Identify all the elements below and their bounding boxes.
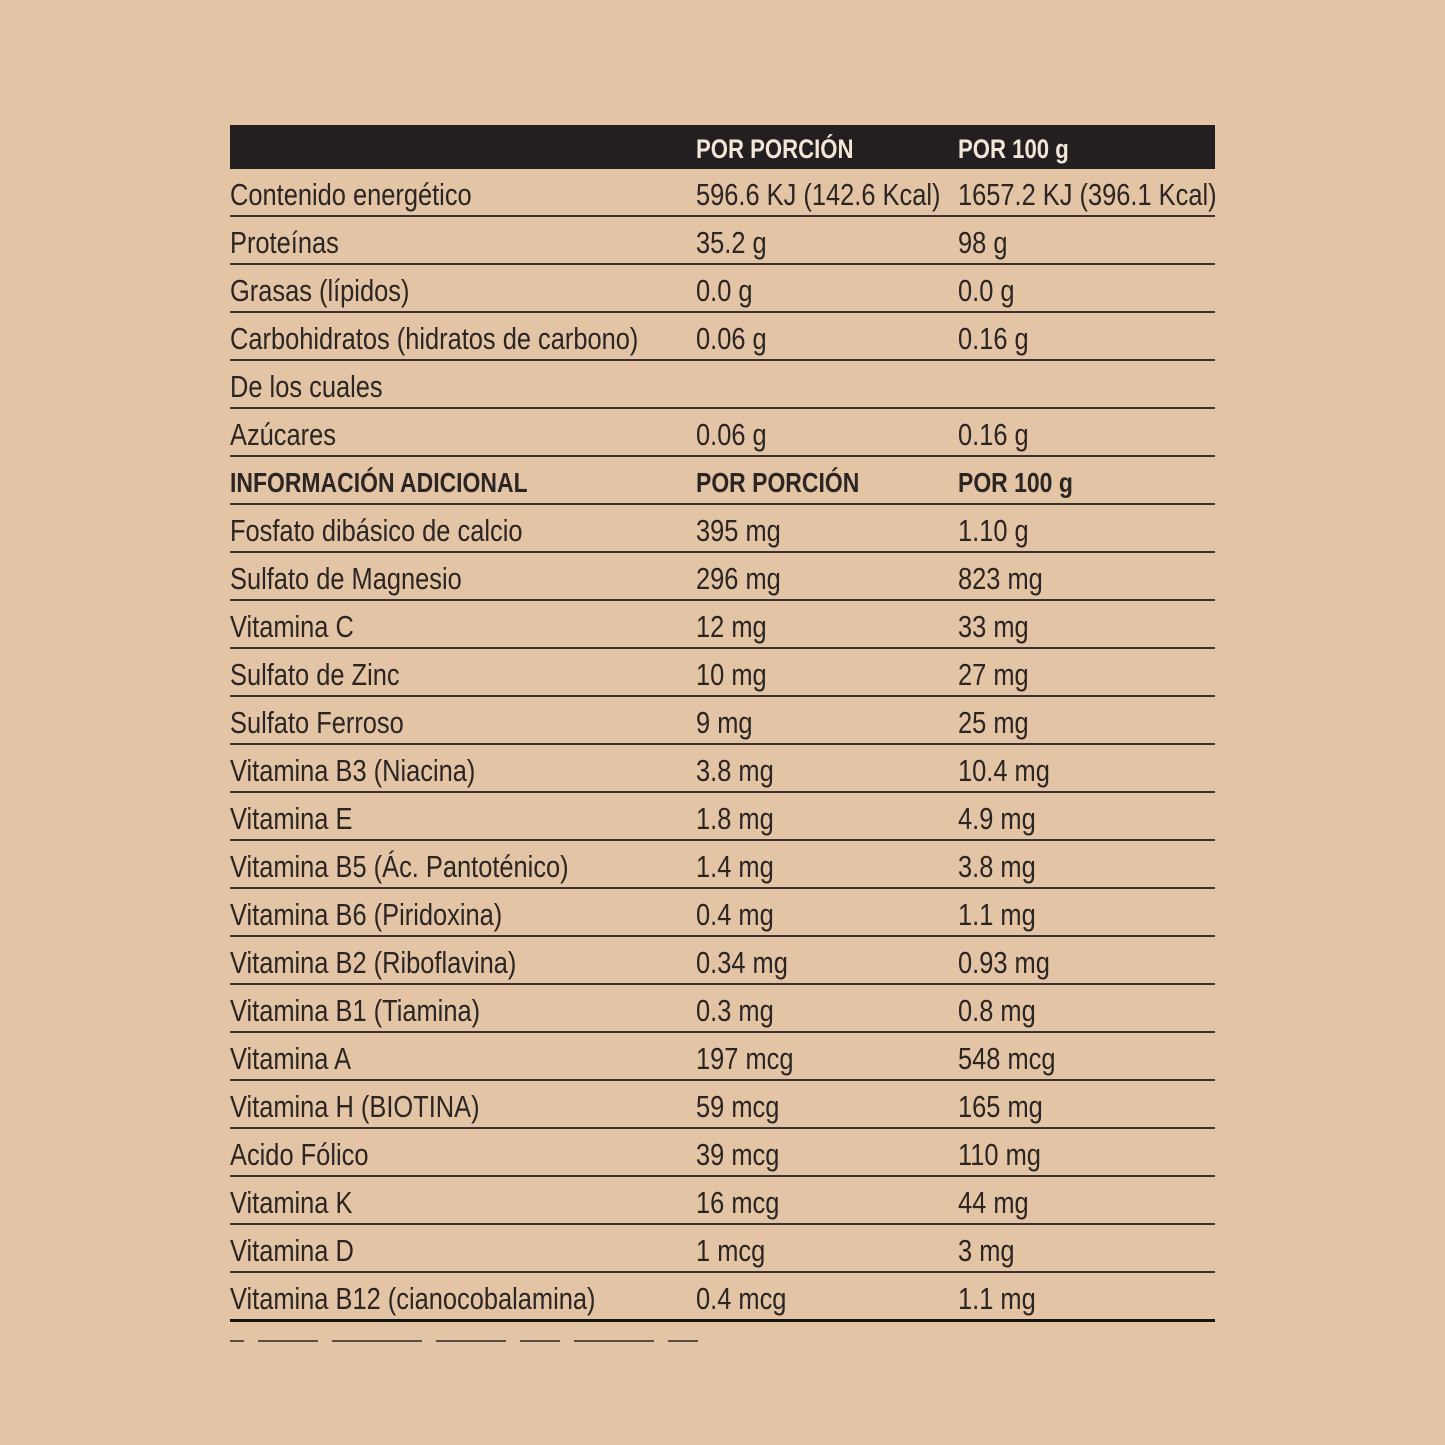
per-100g-value: 1657.2 KJ (396.1 Kcal) [958, 177, 1217, 212]
per-100g-value: 1.1 mg [958, 897, 1036, 932]
per-serving-value: 3.8 mg [696, 753, 774, 788]
nutrient-name: Sulfato Ferroso [230, 705, 404, 740]
per-100g-value: 44 mg [958, 1185, 1029, 1220]
per-100g-value: 1.10 g [958, 513, 1029, 548]
nutrient-name: Vitamina E [230, 801, 353, 836]
table-row [230, 889, 1215, 937]
per-100g-value: POR 100 g [958, 467, 1073, 498]
nutrient-name: Vitamina H (BIOTINA) [230, 1089, 480, 1124]
per-100g-value: 4.9 mg [958, 801, 1036, 836]
per-100g-value: 823 mg [958, 561, 1043, 596]
nutrient-name: Vitamina B2 (Riboflavina) [230, 945, 517, 980]
table-row [230, 1225, 1215, 1273]
table-row [230, 649, 1215, 697]
nutrient-name: Contenido energético [230, 177, 472, 212]
table-row [230, 409, 1215, 457]
nutrient-name: Proteínas [230, 225, 339, 260]
table-row [230, 265, 1215, 313]
per-serving-value: 9 mg [696, 705, 753, 740]
per-serving-value: 395 mg [696, 513, 781, 548]
table-row [230, 361, 1215, 409]
nutrient-name: Vitamina C [230, 609, 354, 644]
per-100g-value: 0.16 g [958, 321, 1029, 356]
per-100g-value: 1.1 mg [958, 1281, 1036, 1316]
per-100g-value: 25 mg [958, 705, 1029, 740]
footnote-fragment [230, 1340, 720, 1344]
header-per-serving: POR PORCIÓN [696, 134, 854, 164]
table-row [230, 841, 1215, 889]
table-row [230, 1129, 1215, 1177]
nutrient-name: Grasas (lípidos) [230, 273, 410, 308]
per-100g-value: 33 mg [958, 609, 1029, 644]
nutrient-name: INFORMACIÓN ADICIONAL [230, 467, 528, 498]
section-header-row [230, 457, 1215, 505]
per-100g-value: 110 mg [958, 1137, 1041, 1172]
per-serving-value: 1.4 mg [696, 849, 774, 884]
nutrient-name: De los cuales [230, 369, 383, 404]
nutrient-name: Azúcares [230, 417, 336, 452]
per-serving-value: 10 mg [696, 657, 767, 692]
nutrient-name: Carbohidratos (hidratos de carbono) [230, 321, 639, 356]
per-serving-value: 59 mcg [696, 1089, 780, 1124]
table-body [230, 169, 1215, 1322]
nutrient-name: Vitamina K [230, 1185, 353, 1220]
per-100g-value: 98 g [958, 225, 1008, 260]
per-100g-value: 27 mg [958, 657, 1029, 692]
nutrient-name: Vitamina B12 (cianocobalamina) [230, 1281, 596, 1316]
table-row [230, 793, 1215, 841]
table-row [230, 169, 1215, 217]
per-serving-value: 0.3 mg [696, 993, 774, 1028]
per-serving-value: 16 mcg [696, 1185, 780, 1220]
per-serving-value: 296 mg [696, 561, 781, 596]
per-serving-value: 0.34 mg [696, 945, 788, 980]
table-row [230, 553, 1215, 601]
header-per-100g: POR 100 g [958, 134, 1069, 164]
nutrient-name: Sulfato de Zinc [230, 657, 400, 692]
per-100g-value: 0.93 mg [958, 945, 1050, 980]
table-row [230, 985, 1215, 1033]
per-100g-value: 0.8 mg [958, 993, 1036, 1028]
nutrient-name: Vitamina A [230, 1041, 352, 1076]
table-row [230, 745, 1215, 793]
per-serving-value: 39 mcg [696, 1137, 780, 1172]
nutrient-name: Acido Fólico [230, 1137, 369, 1172]
per-serving-value: 0.06 g [696, 321, 767, 356]
per-serving-value: 0.4 mg [696, 897, 774, 932]
per-serving-value: 596.6 KJ (142.6 Kcal) [696, 177, 941, 212]
table-row [230, 937, 1215, 985]
per-serving-value: 12 mg [696, 609, 767, 644]
per-100g-value: 0.16 g [958, 417, 1029, 452]
per-serving-value: 0.4 mcg [696, 1281, 787, 1316]
per-100g-value: 3 mg [958, 1233, 1015, 1268]
per-100g-value: 10.4 mg [958, 753, 1050, 788]
nutrient-name: Vitamina B1 (Tiamina) [230, 993, 481, 1028]
nutrition-table [230, 125, 1215, 1322]
per-serving-value: 35.2 g [696, 225, 767, 260]
nutrient-name: Sulfato de Magnesio [230, 561, 462, 596]
per-serving-value: 0.06 g [696, 417, 767, 452]
table-header-bar [230, 125, 1215, 169]
table-row [230, 313, 1215, 361]
per-serving-value: 1.8 mg [696, 801, 774, 836]
per-serving-value: 1 mcg [696, 1233, 766, 1268]
nutrient-name: Vitamina B3 (Niacina) [230, 753, 476, 788]
table-row [230, 697, 1215, 745]
per-100g-value: 3.8 mg [958, 849, 1036, 884]
table-row [230, 1081, 1215, 1129]
per-serving-value: POR PORCIÓN [696, 467, 860, 498]
per-100g-value: 165 mg [958, 1089, 1043, 1124]
table-row [230, 601, 1215, 649]
per-serving-value: 197 mcg [696, 1041, 794, 1076]
table-row [230, 1033, 1215, 1081]
nutrient-name: Fosfato dibásico de calcio [230, 513, 523, 548]
table-row [230, 505, 1215, 553]
nutrient-name: Vitamina D [230, 1233, 354, 1268]
nutrient-name: Vitamina B5 (Ác. Pantoténico) [230, 849, 569, 884]
table-row [230, 217, 1215, 265]
per-100g-value: 0.0 g [958, 273, 1015, 308]
table-row [230, 1273, 1215, 1322]
per-100g-value: 548 mcg [958, 1041, 1056, 1076]
per-serving-value: 0.0 g [696, 273, 753, 308]
table-row [230, 1177, 1215, 1225]
nutrient-name: Vitamina B6 (Piridoxina) [230, 897, 503, 932]
